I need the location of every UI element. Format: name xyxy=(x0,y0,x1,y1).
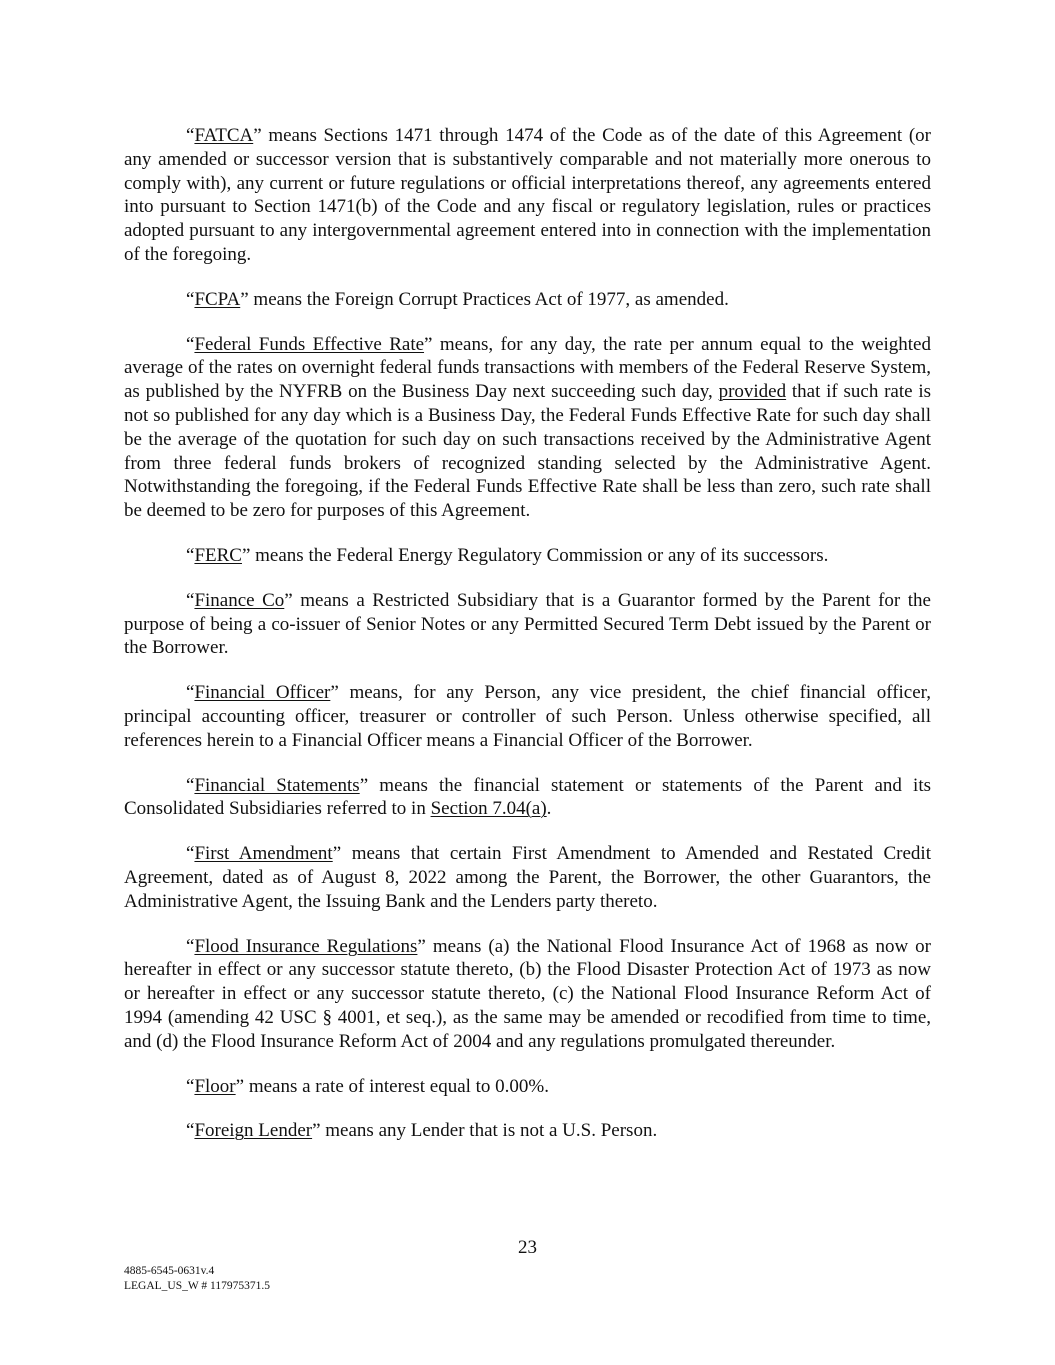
definition-text: that if such rate is not so published for any day which is a Business Day, the Federal Funds Effective Rate for such day shall be the average of the quotation for such day on such transactions received by the Administrative Agent from three federal funds brokers of recognized standing selected by the Administrative Agent. Notwithstanding the foregoing, if the Federal Funds Effective Rate shall be less than zero, such rate shall be deemed to be zero for purposes of this Agreement. xyxy=(124,381,932,522)
document-footer xyxy=(124,1264,270,1294)
defined-term: FCPA xyxy=(194,288,241,310)
defined-term: Flood Insurance Regulations xyxy=(194,935,418,957)
definition-foreign-lender: “Foreign Lender” means any Lender that is not a U.S. Person. xyxy=(186,1120,658,1142)
page-number: 23 xyxy=(518,1237,537,1258)
definition-text: means the Foreign Corrupt Practices Act of 1977, as amended. xyxy=(248,288,729,310)
document-body xyxy=(124,124,931,1164)
defined-term: Financial Officer xyxy=(194,682,331,704)
definition-text: means, for any day, the rate per annum equal to the weighted average of the rates on overnight federal funds transactions with members of the Federal Reserve System, as published by the NYFRB on the Business Day next succeeding such day, xyxy=(124,333,931,403)
definition-text: means the financial statement or statements of the Parent and its Consolidated Subsidiaries referred to in xyxy=(124,774,932,820)
defined-term: Federal Funds Effective Rate xyxy=(194,333,425,355)
definition-text: means that certain First Amendment to Amended and Restated Credit Agreement, dated as of August 8, 2022 among the Parent, the Borrower, the other Guarantors, the Administrative Agent, the Issuing Bank and the Lenders party thereto. xyxy=(124,843,931,912)
defined-term: Foreign Lender xyxy=(194,1120,313,1142)
defined-term: FATCA xyxy=(194,125,254,146)
definition-fcpa: “FCPA” means the Foreign Corrupt Practices Act of 1977, as amended. xyxy=(186,288,729,310)
definition-floor: “Floor” means a rate of interest equal to 0.00%. xyxy=(186,1075,550,1097)
definition-text: means any Lender that is not a U.S. Person. xyxy=(320,1120,658,1142)
definition-financial-officer: “Financial Officer” means, for any Person, any vice president, the chief financial officer, principal accounting officer, treasurer or controller of such Person. Unless otherwise specified, all references herein to a Financial Officer means a Financial Officer of the Borrower. xyxy=(124,682,931,751)
defined-term: First Amendment xyxy=(194,843,333,865)
definition-text: . xyxy=(546,798,552,820)
definition-fatca: “FATCA” means Sections 1471 through 1474 of the Code as of the date of this Agreement (or any amended or successor version that is substantively comparable and not materially more onerous to comply with), any current or future regulations or official interpretations thereof, any agreements entered into pursuant to Section 1471(b) of the Code and any fiscal or regulatory legislation, rules or practices adopted pursuant to any intergovernmental agreement entered into in connection with the implementation of the foregoing. xyxy=(124,125,931,265)
definition-first-amendment: “First Amendment” means that certain First Amendment to Amended and Restated Credit Agreement, dated as of August 8, 2022 among the Parent, the Borrower, the other Guarantors, the Administrative Agent, the Issuing Bank and the Lenders party thereto. xyxy=(124,843,931,912)
underlined-word: provided xyxy=(718,381,787,403)
definition-text: means a rate of interest equal to 0.00%. xyxy=(244,1075,550,1097)
definition-text: means, for any Person, any vice president, the chief financial officer, principal accounting officer, treasurer or controller of such Person. Unless otherwise specified, all references herein to a Financial Officer means a Financial Officer of the Borrower. xyxy=(124,682,931,751)
defined-term: FERC xyxy=(194,544,242,566)
definition-ferc: “FERC” means the Federal Energy Regulatory Commission or any of its successors. xyxy=(186,544,829,566)
definition-text: means (a) the National Flood Insurance Act of 1968 as now or hereafter in effect or any successor statute thereto, (b) the Flood Disaster Protection Act of 1973 as now or hereafter in effect or any successor statute thereto, (c) the National Flood Insurance Reform Act of 1994 (amending 42 USC § 4001, et seq.), as the same may be amended or recodified from time to time, and (d) the Flood Insurance Reform Act of 2004 and any regulations promulgated thereunder. xyxy=(124,935,931,1052)
definition-federal-funds-effective-rate: “Federal Funds Effective Rate” means, for any day, the rate per annum equal to the weighted average of the rates on overnight federal funds transactions with members of the Federal Reserve System, as published by the NYFRB on the Business Day next succeeding such day, provided that if such rate is not so published for any day which is a Business Day, the Federal Funds Effective Rate for such day shall be the average of the quotation for such day on such transactions received by the Administrative Agent from three federal funds brokers of recognized standing selected by the Administrative Agent. Notwithstanding the foregoing, if the Federal Funds Effective Rate shall be less than zero, such rate shall be deemed to be zero for purposes of this Agreement. xyxy=(124,333,932,522)
footer-doc-id: 4885-6545-0631v.4 xyxy=(124,1265,215,1277)
section-reference: Section 7.04(a) xyxy=(430,798,547,820)
definition-text: means the Federal Energy Regulatory Commission or any of its successors. xyxy=(250,544,829,566)
definition-text: means a Restricted Subsidiary that is a Guarantor formed by the Parent for the purpose of being a co-issuer of Senior Notes or any Permitted Secured Term Debt issued by the Parent or the Borrower. xyxy=(124,589,931,659)
definition-financial-statements: “Financial Statements” means the financial statement or statements of the Parent and its Consolidated Subsidiaries referred to in Section 7.04(a). xyxy=(124,774,932,820)
footer-legal-id: LEGAL_US_W # 117975371.5 xyxy=(124,1280,270,1292)
definition-finance-co: “Finance Co” means a Restricted Subsidiary that is a Guarantor formed by the Parent for the purpose of being a co-issuer of Senior Notes or any Permitted Secured Term Debt issued by the Parent or the Borrower. xyxy=(124,589,931,659)
defined-term: Finance Co xyxy=(194,589,285,611)
definition-text: means Sections 1471 through 1474 of the Code as of the date of this Agreement (or any amended or successor version that is substantively comparable and not materially more onerous to comply with), any current or future regulations or official interpretations thereof, any agreements entered into pursuant to Section 1471(b) of the Code and any fiscal or regulatory legislation, rules or practices adopted pursuant to any intergovernmental agreement entered into in connection with the implementation of the foregoing. xyxy=(124,125,931,265)
defined-term: Financial Statements xyxy=(194,774,360,796)
definition-flood-insurance-regulations: “Flood Insurance Regulations” means (a) the National Flood Insurance Act of 1968 as now or hereafter in effect or any successor statute thereto, (b) the Flood Disaster Protection Act of 1973 as now or hereafter in effect or any successor statute thereto, (c) the National Flood Insurance Reform Act of 1994 (amending 42 USC § 4001, et seq.), as the same may be amended or recodified from time to time, and (d) the Flood Insurance Reform Act of 2004 and any regulations promulgated thereunder. xyxy=(124,935,931,1052)
defined-term: Floor xyxy=(194,1075,236,1097)
